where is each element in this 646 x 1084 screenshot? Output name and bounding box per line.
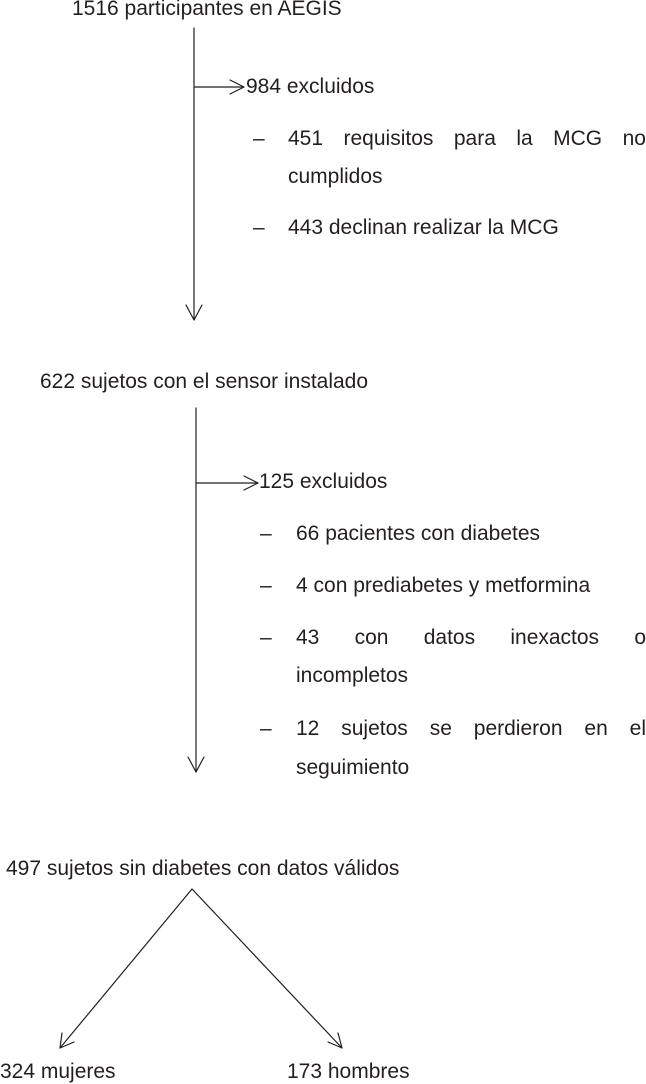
exclusion1-item-1-word: para	[453, 127, 496, 150]
exclusion1-bullet-1: –	[253, 127, 265, 150]
exclusion1-item-2: 443 declinan realizar la MCG	[288, 216, 559, 239]
outcome-women: 324 mujeres	[0, 1060, 116, 1083]
exclusion2-bullet-2: –	[260, 574, 272, 597]
exclusion1-item-1-word: no	[622, 127, 646, 150]
exclusion2-item-4-line2: seguimiento	[296, 756, 410, 779]
outcome-men: 173 hombres	[287, 1060, 410, 1083]
exclusion2-item-4-word: 12	[296, 717, 320, 740]
exclusion2-item-4-word: en	[584, 717, 608, 740]
exclusion2-item-3-line2: incompletos	[296, 664, 409, 687]
exclusion2-item-3-word: datos	[423, 626, 476, 649]
exclusion2-item-4-word: el	[629, 717, 646, 740]
exclusion2-item-1: 66 pacientes con diabetes	[296, 522, 541, 545]
exclusion2-item-4-word: se	[429, 717, 452, 740]
exclusion2-item-3-word: 43	[296, 626, 320, 649]
split-line-men	[192, 889, 342, 1048]
exclusion1-item-1-line2: cumplidos	[288, 165, 383, 188]
exclusion1-item-1-line1	[288, 127, 646, 151]
exclusion2-item-3-word: o	[634, 626, 646, 649]
exclusion1-item-1-word: la	[516, 127, 533, 150]
exclusion2-item-3-line1	[296, 626, 646, 650]
exclusion1-item-1-word: requisitos	[343, 127, 434, 150]
stage-enrolled: 1516 participantes en AEGIS	[72, 0, 342, 20]
stage-sensor: 622 sujetos con el sensor instalado	[40, 370, 369, 393]
exclusion2-heading: 125 excluidos	[259, 470, 388, 493]
exclusion2-bullet-1: –	[260, 522, 272, 545]
exclusion2-item-4-word: perdieron	[473, 717, 563, 740]
exclusion2-item-2: 4 con prediabetes y metformina	[296, 574, 591, 597]
exclusion1-item-1-word: 451	[288, 127, 324, 150]
split-line-women	[60, 889, 192, 1048]
exclusion2-bullet-4: –	[260, 717, 272, 740]
exclusion2-item-4-line1	[296, 717, 646, 741]
exclusion1-heading: 984 excluidos	[246, 75, 375, 98]
exclusion2-item-3-word: inexactos	[510, 626, 600, 649]
exclusion2-item-4-word: sujetos	[341, 717, 408, 740]
stage-valid: 497 sujetos sin diabetes con datos válidos	[6, 857, 400, 880]
exclusion1-bullet-2: –	[253, 216, 265, 239]
exclusion2-item-3-word: con	[354, 626, 389, 649]
exclusion2-bullet-3: –	[260, 626, 272, 649]
exclusion1-item-1-word: MCG	[553, 127, 603, 150]
